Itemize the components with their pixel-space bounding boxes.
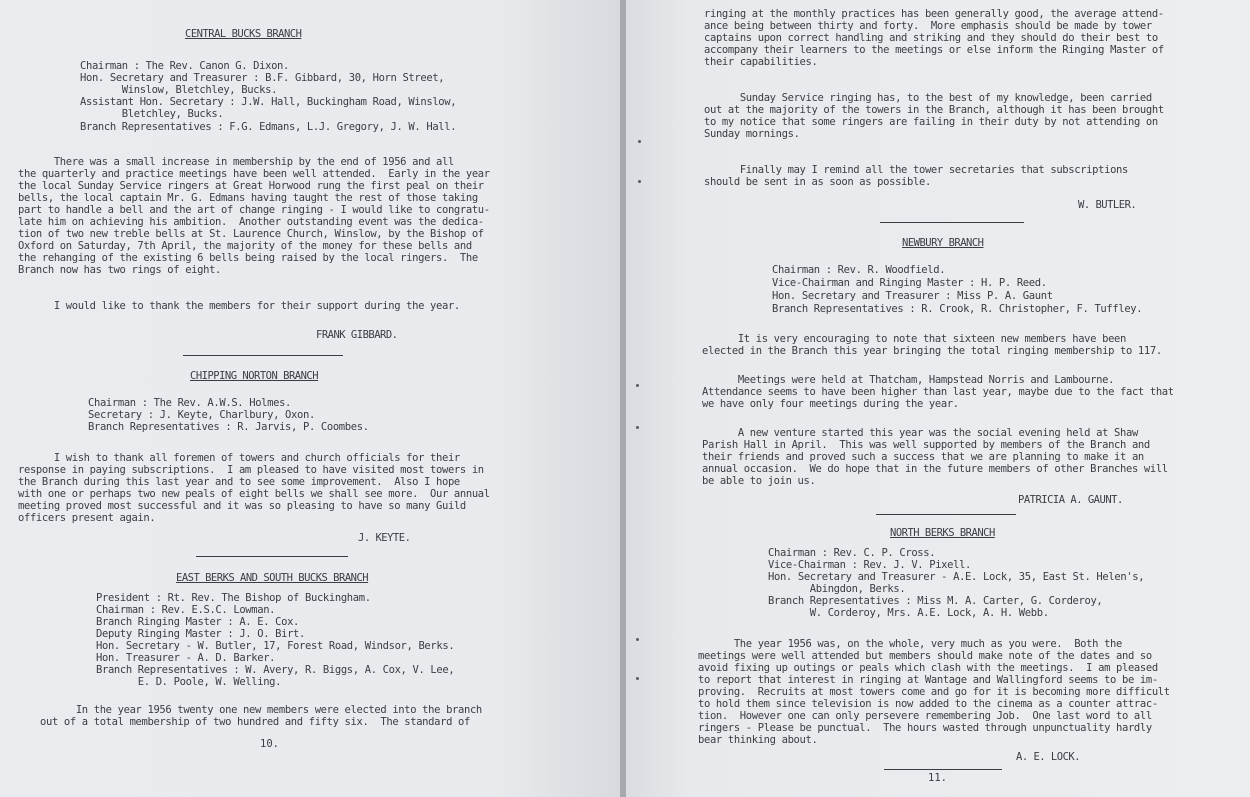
section-divider xyxy=(876,514,1016,515)
newbury-p1-line: It is very encouraging to note that sixteen new members have been xyxy=(702,333,1126,345)
finally-line: should be sent in as soon as possible. xyxy=(704,176,931,188)
page-number: 10. xyxy=(260,738,279,750)
chipping-body-line: the Branch during this last year and to see some improvement. Also I hope xyxy=(18,476,460,488)
eastberks-officer-line: Hon. Treasurer - A. D. Barker. xyxy=(96,652,276,664)
central-body-line: late him on achieving his ambition. Another outstanding event was the dedica- xyxy=(18,216,484,228)
northberks-body-line: ringers - Please be punctual. The hours wasted through unpunctuality hardly xyxy=(698,722,1152,734)
chipping-officer-line: Branch Representatives : R. Jarvis, P. Coombes. xyxy=(88,421,369,433)
northberks-body-line: to hold them since television is now added to the cinema as a counter attrac- xyxy=(698,698,1158,710)
eastberks-officer-line: Hon. Secretary - W. Butler, 17, Forest Road, Windsor, Berks. xyxy=(96,640,455,652)
central-body-line: the quarterly and practice meetings have been well attended. Early in the year xyxy=(18,168,490,180)
butler-signature: W. BUTLER. xyxy=(1078,199,1137,211)
section-divider xyxy=(196,556,348,557)
northberks-officer-line: Hon. Secretary and Treasurer - A.E. Lock, 35, East St. Helen's, xyxy=(768,571,1145,583)
punch-mark xyxy=(638,180,641,183)
section-divider xyxy=(183,355,343,356)
punch-mark xyxy=(636,677,639,680)
page-number: 11. xyxy=(928,772,947,784)
chipping-body-line: response in paying subscriptions. I am pleased to have visited most towers in xyxy=(18,464,484,476)
central-body-line: part to handle a bell and the art of change ringing - I would like to congratu- xyxy=(18,204,490,216)
chipping-body-line: I wish to thank all foremen of towers and church officials for their xyxy=(18,452,460,464)
northberks-body-line: to report that interest in ringing at Wantage and Wallingford seems to be im- xyxy=(698,674,1158,686)
central-body-line: the local Sunday Service ringers at Great Horwood rung the first peal on their xyxy=(18,180,484,192)
newbury-p3-line: be able to join us. xyxy=(702,475,816,487)
chipping-officer-line: Chairman : The Rev. A.W.S. Holmes. xyxy=(88,397,292,409)
central-officer-line: Chairman : The Rev. Canon G. Dixon. xyxy=(80,60,290,72)
north-berks-heading: NORTH BERKS BRANCH xyxy=(890,527,995,539)
chipping-norton-heading: CHIPPING NORTON BRANCH xyxy=(190,370,319,382)
continued-line: captains upon correct handling and striking and they should do their best to xyxy=(704,32,1158,44)
continued-line: accompany their learners to the meetings or else inform the Ringing Master of xyxy=(704,44,1164,56)
northberks-officer-line: Chairman : Rev. C. P. Cross. xyxy=(768,547,936,559)
newbury-p1-line: elected in the Branch this year bringing the total ringing membership to 117. xyxy=(702,345,1162,357)
northberks-body-line: bear thinking about. xyxy=(698,734,818,746)
chipping-body-line: officers present again. xyxy=(18,512,156,524)
finally-line: Finally may I remind all the tower secretaries that subscriptions xyxy=(704,164,1128,176)
eastberks-officer-line: Deputy Ringing Master : J. O. Birt. xyxy=(96,628,306,640)
eastberks-officer-line: Branch Ringing Master : A. E. Cox. xyxy=(96,616,300,628)
eastberks-officer-line: Chairman : Rev. E.S.C. Lowman. xyxy=(96,604,276,616)
northberks-body-line: tion. However one can only persevere remembering Job. One last word to all xyxy=(698,710,1152,722)
chipping-body-line: with one or perhaps two new peals of eight bells we shall see more. Our annual xyxy=(18,488,490,500)
central-officer-line: Winslow, Bletchley, Bucks. xyxy=(80,84,278,96)
northberks-body-line: The year 1956 was, on the whole, very much as you were. Both the xyxy=(698,638,1122,650)
punch-mark xyxy=(636,426,639,429)
newbury-p2-line: Attendance seems to have been higher than last year, maybe due to the fact that xyxy=(702,386,1174,398)
punch-mark xyxy=(636,384,639,387)
sunday-line: out at the majority of the towers in the Branch, although it has been brought xyxy=(704,104,1164,116)
newbury-heading: NEWBURY BRANCH xyxy=(902,237,984,249)
continued-line: ringing at the monthly practices has been generally good, the average attend- xyxy=(704,8,1164,20)
central-body-line: There was a small increase in membership by the end of 1956 and all xyxy=(18,156,454,168)
newbury-p3-line: their friends and proved such a success that we are planning to make it an xyxy=(702,451,1144,463)
newbury-officer-line: Vice-Chairman and Ringing Master : H. P. Reed. xyxy=(772,277,1047,289)
newbury-p3-line: A new venture started this year was the social evening held at Shaw xyxy=(702,427,1138,439)
east-berks-heading: EAST BERKS AND SOUTH BUCKS BRANCH xyxy=(176,572,369,584)
newbury-p3-line: Parish Hall in April. This was well supported by members of the Branch and xyxy=(702,439,1150,451)
punch-mark xyxy=(638,140,641,143)
sunday-line: Sunday Service ringing has, to the best of my knowledge, been carried xyxy=(704,92,1152,104)
central-officer-line: Branch Representatives : F.G. Edmans, L.J. Gregory, J. W. Hall. xyxy=(80,121,457,133)
central-thanks: I would like to thank the members for their support during the year. xyxy=(18,300,460,312)
section-divider xyxy=(884,769,1002,770)
chipping-signature: J. KEYTE. xyxy=(358,532,411,544)
continued-line: ance being between thirty and forty. More emphasis should be made by tower xyxy=(704,20,1152,32)
northberks-body-line: proving. Recruits at most towers come and go for it is becoming more difficult xyxy=(698,686,1170,698)
central-body-line: bells, the local captain Mr. G. Edmans having taught the rest of those taking xyxy=(18,192,478,204)
central-body-line: Oxford on Saturday, 7th April, the majority of the money for these bells and xyxy=(18,240,472,252)
eastberks-body-line: out of a total membership of two hundred and fifty six. The standard of xyxy=(40,716,470,728)
chipping-body-line: meeting proved most successful and it was so pleasing to have so many Guild xyxy=(18,500,466,512)
eastberks-officer-line: President : Rt. Rev. The Bishop of Buckingham. xyxy=(96,592,371,604)
page-10 xyxy=(0,0,620,797)
northberks-officer-line: Abingdon, Berks. xyxy=(768,583,906,595)
continued-line: their capabilities. xyxy=(704,56,818,68)
newbury-p2-line: we have only four meetings during the year. xyxy=(702,398,959,410)
chipping-officer-line: Secretary : J. Keyte, Charlbury, Oxon. xyxy=(88,409,315,421)
newbury-p3-line: annual occasion. We do hope that in the future members of other Branches will xyxy=(702,463,1168,475)
northberks-body-line: meetings were well attended but members should make note of the dates and so xyxy=(698,650,1152,662)
sunday-line: Sunday mornings. xyxy=(704,128,800,140)
eastberks-officer-line: Branch Representatives : W. Avery, R. Biggs, A. Cox, V. Lee, xyxy=(96,664,455,676)
central-officer-line: Bletchley, Bucks. xyxy=(80,108,224,120)
eastberks-officer-line: E. D. Poole, W. Welling. xyxy=(96,676,282,688)
central-bucks-heading: CENTRAL BUCKS BRANCH xyxy=(185,28,302,40)
central-officer-line: Assistant Hon. Secretary : J.W. Hall, Buckingham Road, Winslow, xyxy=(80,96,457,108)
northberks-officer-line: Vice-Chairman : Rev. J. V. Pixell. xyxy=(768,559,972,571)
sunday-line: to my notice that some ringers are failing in their duty by not attending on xyxy=(704,116,1158,128)
central-signature: FRANK GIBBARD. xyxy=(316,329,398,341)
newbury-officer-line: Branch Representatives : R. Crook, R. Christopher, F. Tuffley. xyxy=(772,303,1143,315)
northberks-signature: A. E. LOCK. xyxy=(1016,751,1081,763)
newbury-officer-line: Hon. Secretary and Treasurer : Miss P. A. Gaunt xyxy=(772,290,1053,302)
eastberks-body-line: In the year 1956 twenty one new members were elected into the branch xyxy=(40,704,482,716)
northberks-officer-line: Branch Representatives : Miss M. A. Carter, G. Corderoy, xyxy=(768,595,1103,607)
newbury-officer-line: Chairman : Rev. R. Woodfield. xyxy=(772,264,946,276)
northberks-body-line: avoid fixing up outings or peals which clash with the meetings. I am pleased xyxy=(698,662,1158,674)
punch-mark xyxy=(636,638,639,641)
central-officer-line: Hon. Secretary and Treasurer : B.F. Gibbard, 30, Horn Street, xyxy=(80,72,445,84)
page-11 xyxy=(626,0,1250,797)
northberks-officer-line: W. Corderoy, Mrs. A.E. Lock, A. H. Webb. xyxy=(768,607,1049,619)
central-body-line: the rehanging of the existing 6 bells being raised by the local ringers. The xyxy=(18,252,478,264)
section-divider xyxy=(880,222,1024,223)
central-body-line: Branch now has two rings of eight. xyxy=(18,264,222,276)
newbury-signature: PATRICIA A. GAUNT. xyxy=(1018,494,1123,506)
newbury-p2-line: Meetings were held at Thatcham, Hampstead Norris and Lambourne. xyxy=(702,374,1115,386)
central-body-line: tion of two new treble bells at St. Laurence Church, Winslow, by the Bishop of xyxy=(18,228,484,240)
